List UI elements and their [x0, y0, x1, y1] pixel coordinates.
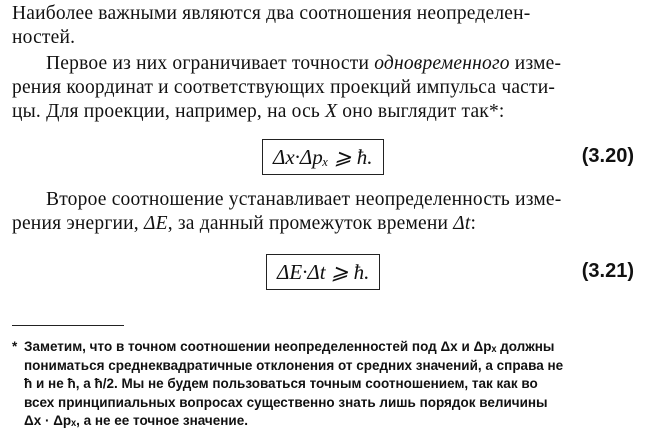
- text-line: ностей.: [12, 27, 76, 48]
- equation-number: (3.20): [581, 145, 634, 167]
- footnote-line: Δx · Δpₓ, а не ее точное значение.: [24, 413, 248, 428]
- time-symbol: Δt: [453, 213, 471, 234]
- equation-box: [262, 139, 384, 175]
- footnote-line: всех принципиальных вопросах существенно знать лишь порядок величины: [24, 394, 548, 410]
- text-line: рения координат и соответствующих проекций импульса части-: [12, 77, 556, 98]
- text-line: Первое из них ограничивает точности одновременного изме-: [46, 53, 562, 74]
- footnote-line: * Заметим, что в точном соотношении неопределенностей под Δx и Δpₓ должны: [12, 338, 638, 357]
- energy-symbol: ΔE: [143, 213, 168, 234]
- equation-number: (3.21): [581, 260, 634, 282]
- text-line: рения энергии, ΔE, за данный промежуток времени Δt:: [12, 213, 477, 234]
- footnote: [12, 338, 638, 431]
- equation-3-20: [0, 139, 648, 179]
- text-line: Второе соотношение устанавливает неопределенность изме-: [46, 189, 562, 210]
- equation-formula: ΔE·Δt ⩾ ħ.: [277, 259, 370, 284]
- paragraph-second-relation: [12, 188, 638, 236]
- footnote-line: ħ и не ħ, а ħ/2. Мы не будем пользоваться точным соотношением, так как во: [24, 376, 538, 391]
- equation-box: [266, 254, 380, 290]
- footnote-marker: *: [12, 339, 18, 354]
- footnote-line: пониматься среднеквадратичные отклонения от средних значений, а справа не: [24, 357, 564, 373]
- paragraph-intro: [12, 2, 638, 50]
- paragraph-first-relation: [12, 52, 638, 124]
- footnote-divider: [12, 325, 124, 326]
- equation-formula: Δx·Δpₓ ⩾ ħ.: [273, 144, 373, 169]
- equation-3-21: [0, 254, 648, 294]
- text-line: Наиболее важными являются два соотношения неопределен-: [12, 3, 531, 24]
- text-line: цы. Для проекции, например, на ось X оно выглядит так*:: [12, 101, 505, 122]
- emphasis-word: одновременного: [374, 53, 510, 74]
- axis-symbol: X: [325, 101, 338, 122]
